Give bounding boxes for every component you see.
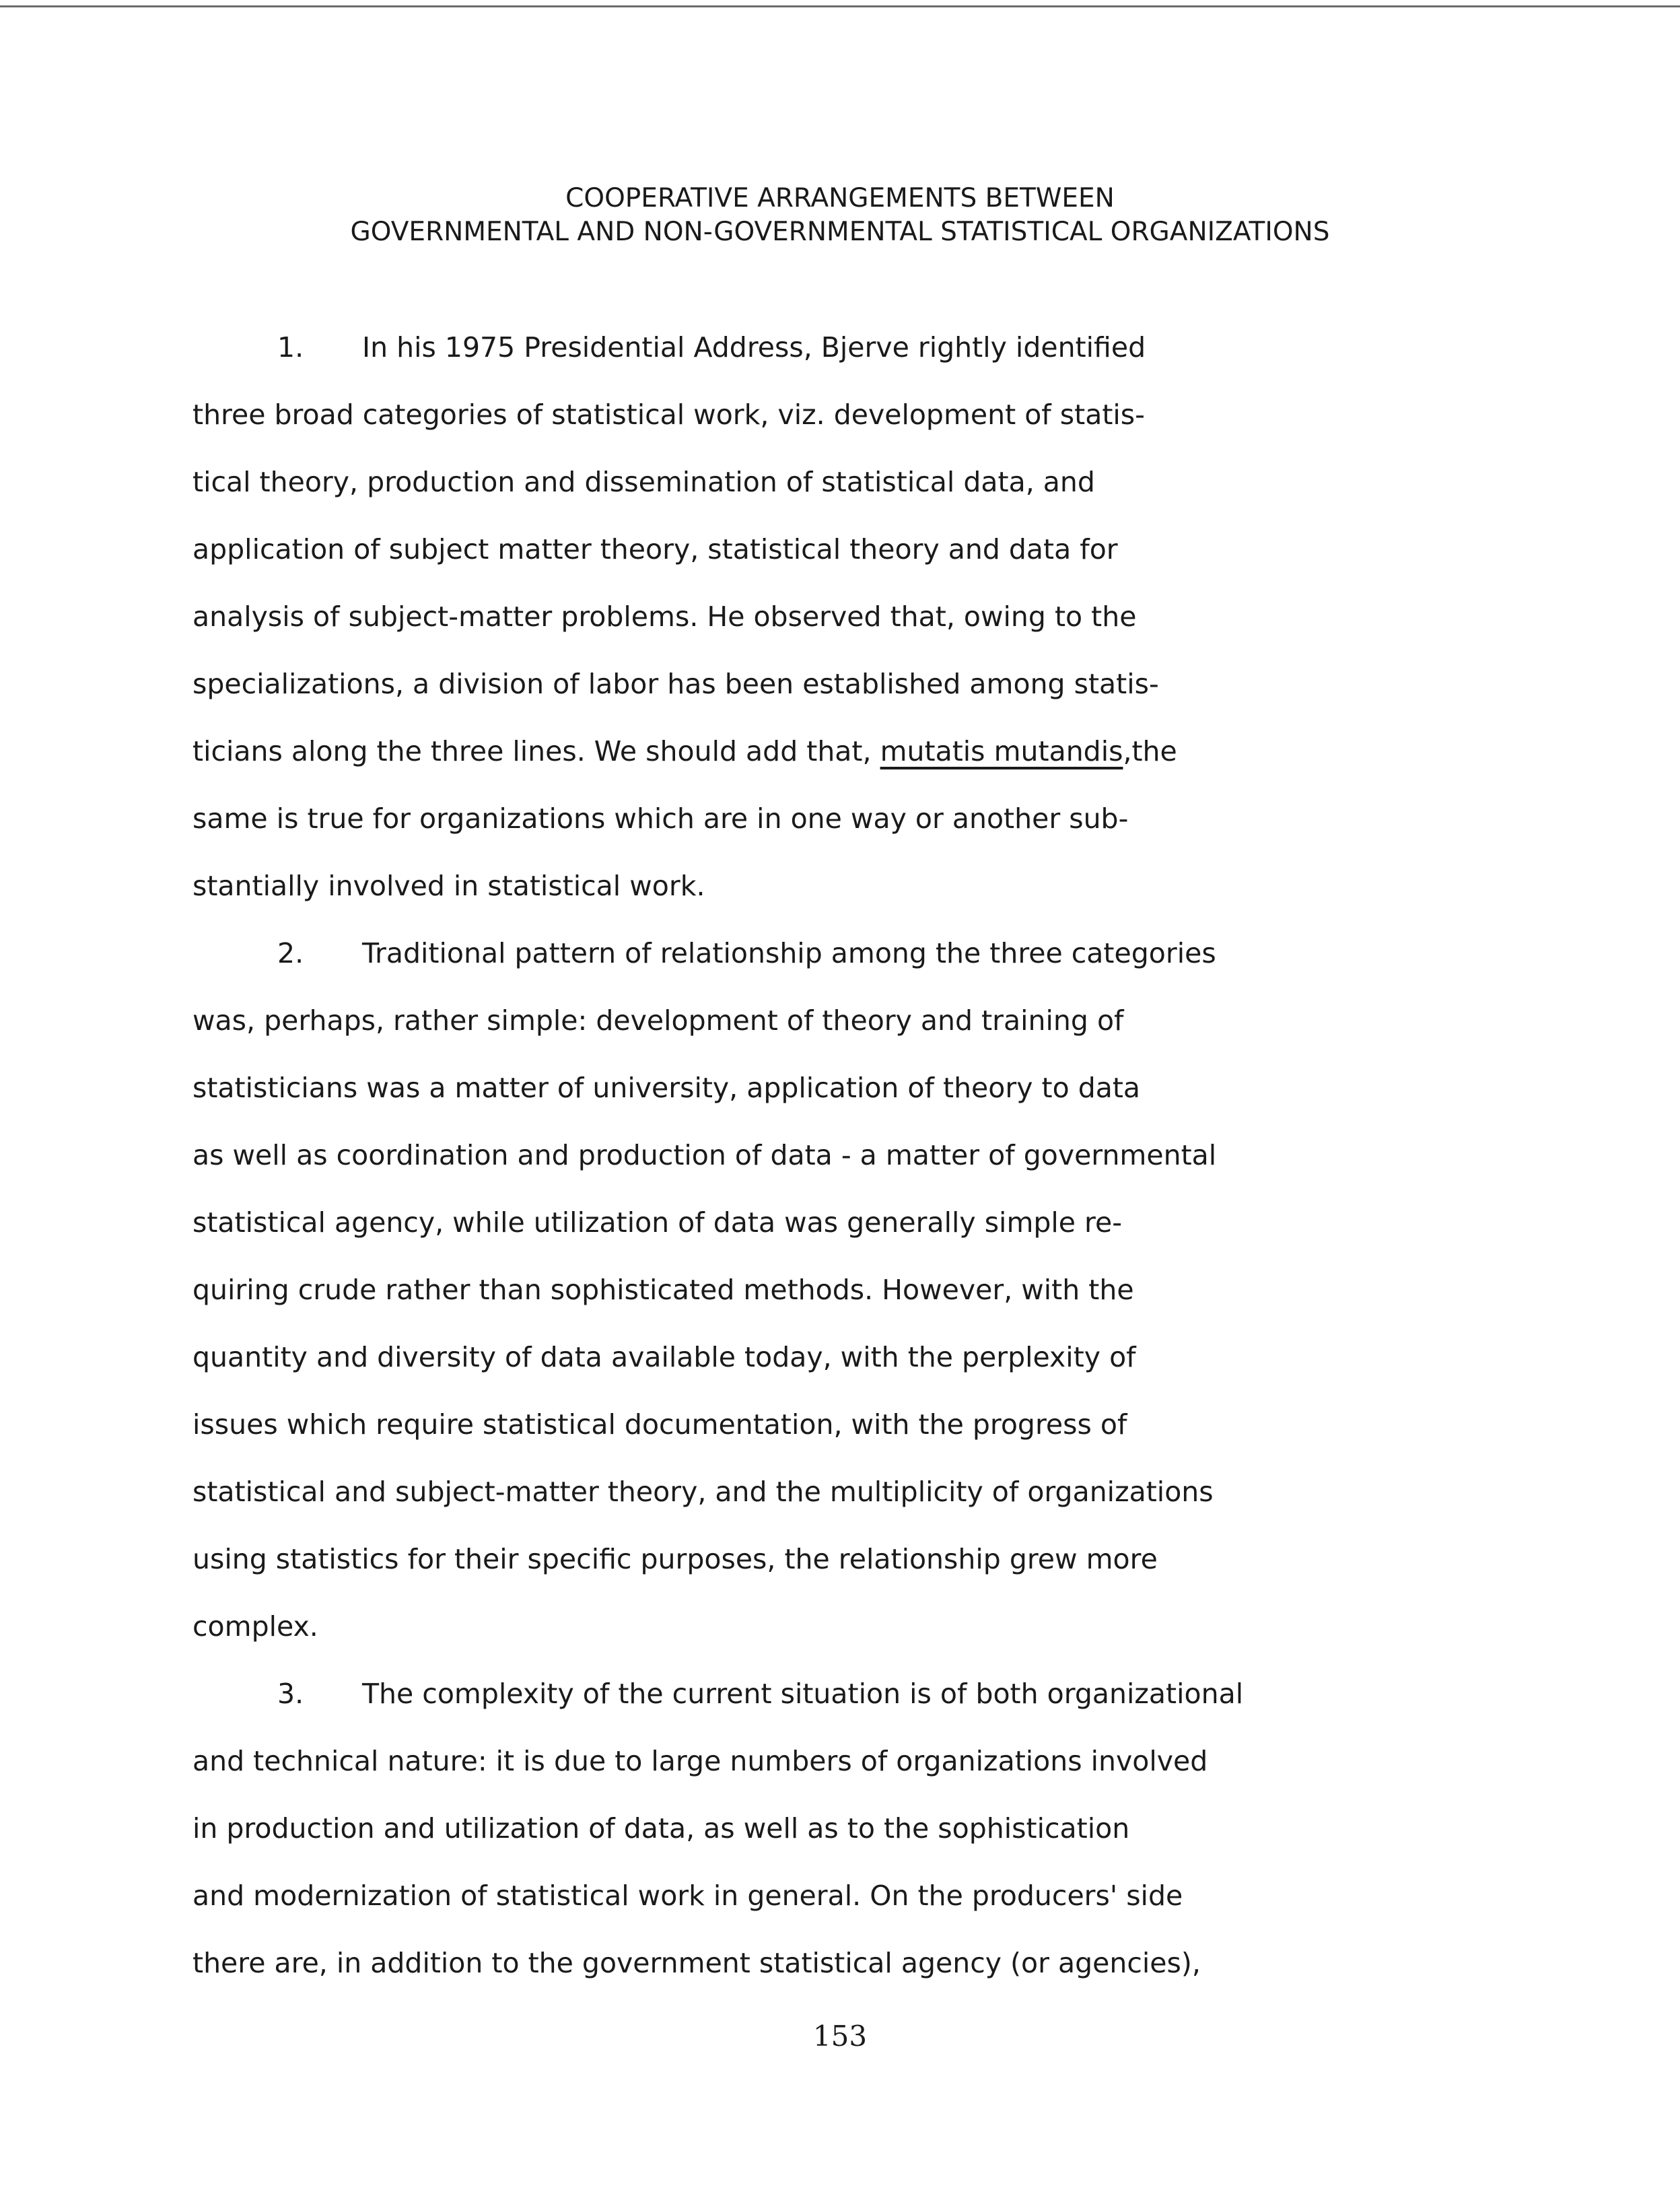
text-line: issues which require statistical documentation, with the progress of: [193, 1408, 1127, 1441]
line-text-tail: ,the: [1123, 735, 1177, 767]
text-line: quantity and diversity of data available today, with the perplexity of: [193, 1341, 1136, 1373]
document-title: [0, 182, 1680, 249]
line-text: The complexity of the current situation is of both organizational: [362, 1678, 1244, 1710]
text-line: stantially involved in statistical work.: [193, 870, 705, 902]
text-line: [193, 314, 1471, 381]
text-line: using statistics for their specific purposes, the relationship grew more: [193, 1543, 1158, 1575]
text-line: [193, 718, 1471, 785]
title-line-2: GOVERNMENTAL AND NON-GOVERNMENTAL STATISTICAL ORGANIZATIONS: [350, 217, 1330, 247]
text-line: analysis of subject-matter problems. He observed that, owing to the: [193, 600, 1137, 633]
text-line: [193, 920, 1471, 987]
paragraph-1: [193, 314, 1471, 920]
paragraph-2: [193, 920, 1471, 1660]
text-line: statistical and subject-matter theory, and the multiplicity of organizations: [193, 1476, 1214, 1508]
text-line: specializations, a division of labor has been established among statis-: [193, 668, 1159, 700]
text-line: complex.: [193, 1610, 318, 1643]
text-line: there are, in addition to the government statistical agency (or agencies),: [193, 1947, 1201, 1979]
text-line: and modernization of statistical work in general. On the producers' side: [193, 1880, 1183, 1912]
underlined-term: mutatis mutandis: [880, 735, 1123, 767]
paragraph-number: 3.: [277, 1678, 304, 1710]
page-number: 153: [812, 2020, 868, 2053]
text-line: in production and utilization of data, as well as to the sophistication: [193, 1812, 1130, 1845]
text-line: [193, 1660, 1471, 1727]
text-line: as well as coordination and production of data - a matter of governmental: [193, 1139, 1217, 1171]
text-line: statisticians was a matter of university, application of theory to data: [193, 1072, 1141, 1104]
body-text: [193, 314, 1471, 1997]
title-line-1: COOPERATIVE ARRANGEMENTS BETWEEN: [565, 183, 1115, 213]
paragraph-3: [193, 1660, 1471, 1997]
text-line: statistical agency, while utilization of data was generally simple re-: [193, 1206, 1123, 1239]
text-line: same is true for organizations which are in one way or another sub-: [193, 802, 1129, 835]
text-line: tical theory, production and dissemination of statistical data, and: [193, 466, 1095, 498]
text-line: application of subject matter theory, statistical theory and data for: [193, 533, 1118, 565]
text-line: three broad categories of statistical work, viz. development of statis-: [193, 399, 1145, 431]
text-line: quiring crude rather than sophisticated methods. However, with the: [193, 1274, 1134, 1306]
line-text: Traditional pattern of relationship among the three categories: [362, 937, 1216, 969]
line-text: ticians along the three lines. We should add that,: [193, 735, 880, 767]
top-rule: [0, 5, 1680, 7]
text-line: and technical nature: it is due to large numbers of organizations involved: [193, 1745, 1208, 1777]
line-text: In his 1975 Presidential Address, Bjerve rightly identified: [362, 331, 1146, 364]
paragraph-number: 2.: [277, 937, 304, 969]
text-line: was, perhaps, rather simple: development of theory and training of: [193, 1004, 1124, 1037]
paragraph-number: 1.: [277, 331, 304, 364]
